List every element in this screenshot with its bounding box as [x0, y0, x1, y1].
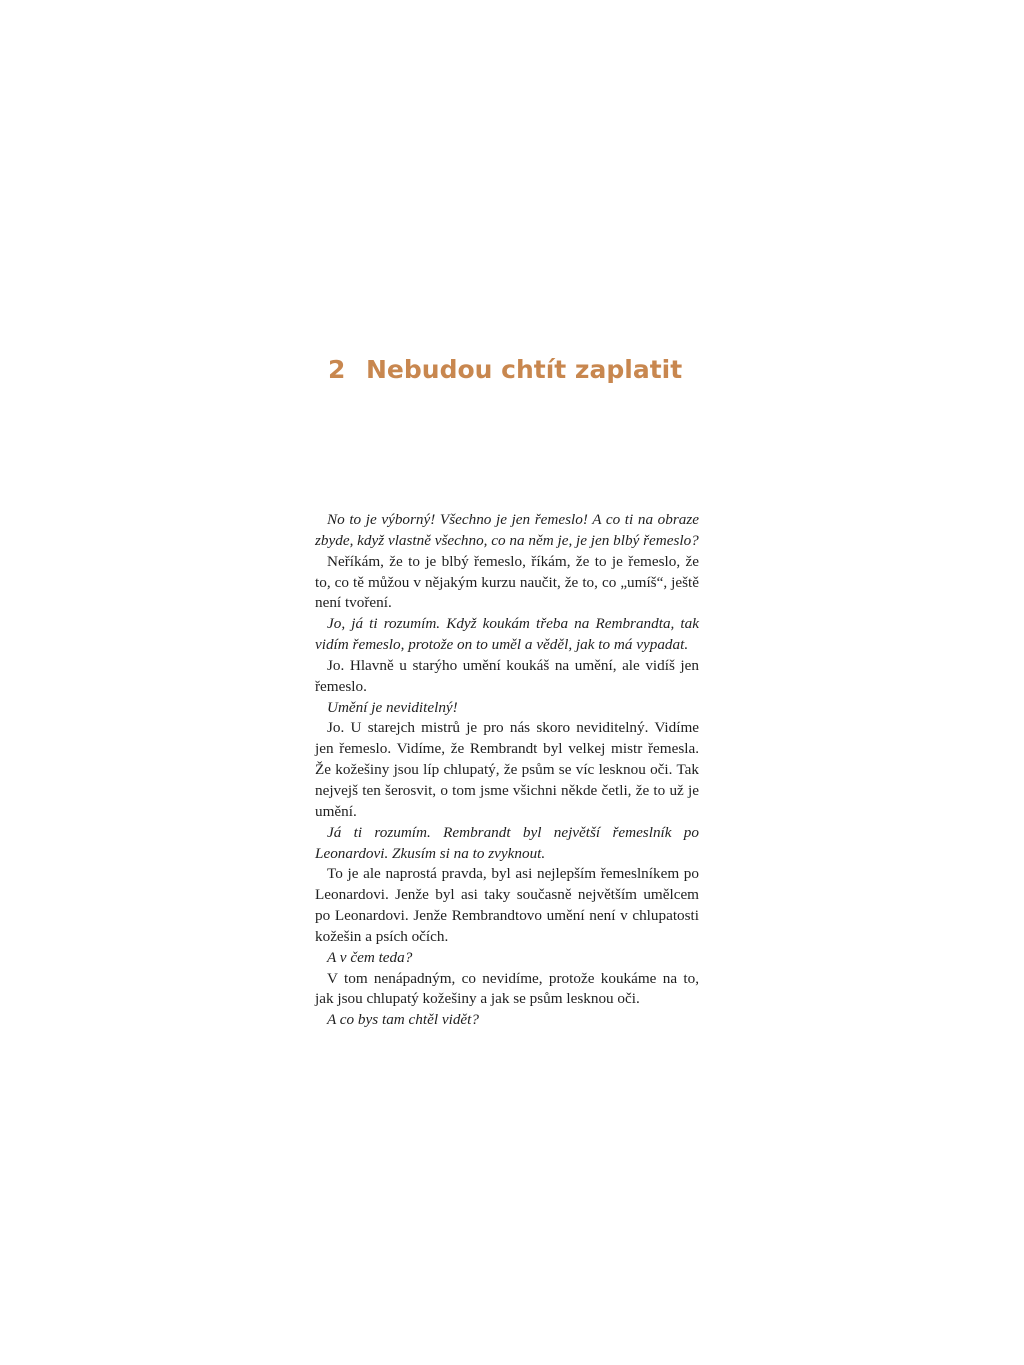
dialogue-question: No to je výborný! Všechno je jen řemeslo! A co ti na obraze zbyde, když vlastně všechno, co na něm je, je jen blbý řemeslo?	[315, 511, 699, 549]
dialogue-question: A co bys tam chtěl vidět?	[327, 1011, 479, 1029]
body-text	[315, 510, 699, 1031]
dialogue-answer: Jo. U starejch mistrů je pro nás skoro neviditelný. Vidíme jen řemeslo. Vidíme, že Rembrandt byl velkej mistr řemesla. Že kožešiny jsou líp chlupatý, že psům se víc lesknou oči. Tak nejvejš ten šerosvit, o tom jsme všichni někde četli, že to už je umění.	[315, 719, 699, 820]
dialogue-answer: Jo. Hlavně u starýho umění koukáš na umění, ale vidíš jen řemeslo.	[315, 656, 699, 695]
dialogue-question: Umění je neviditelný!	[327, 698, 458, 716]
dialogue-question: A v čem teda?	[327, 948, 413, 966]
chapter-number: 2	[328, 355, 346, 384]
chapter-title: Nebudou chtít zaplatit	[366, 355, 683, 384]
dialogue-answer: Neříkám, že to je blbý řemeslo, říkám, že to je řemeslo, že to, co tě můžou v nějakým kurzu naučit, že to, co „umíš“, ještě není tvoření.	[315, 552, 699, 612]
dialogue-answer: V tom nenápadným, co nevidíme, protože koukáme na to, jak jsou chlupatý kožešiny a jak se psům lesknou oči.	[315, 969, 699, 1008]
dialogue-question: Jo, já ti rozumím. Když koukám třeba na Rembrandta, tak vidím řemeslo, protože on to uměl a věděl, jak to má vypadat.	[315, 615, 699, 654]
dialogue-question: Já ti rozumím. Rembrandt byl největší řemeslník po Leonardovi. Zkusím si na to zvyknout.	[315, 823, 699, 862]
chapter-heading	[328, 352, 682, 388]
dialogue-answer: To je ale naprostá pravda, byl asi nejlepším řemeslníkem po Leonardovi. Jenže byl asi taky současně největším umělcem po Leonardovi. Jenže Rembrandtovo umění není v chlupatosti kožešin a psích očích.	[315, 865, 699, 945]
